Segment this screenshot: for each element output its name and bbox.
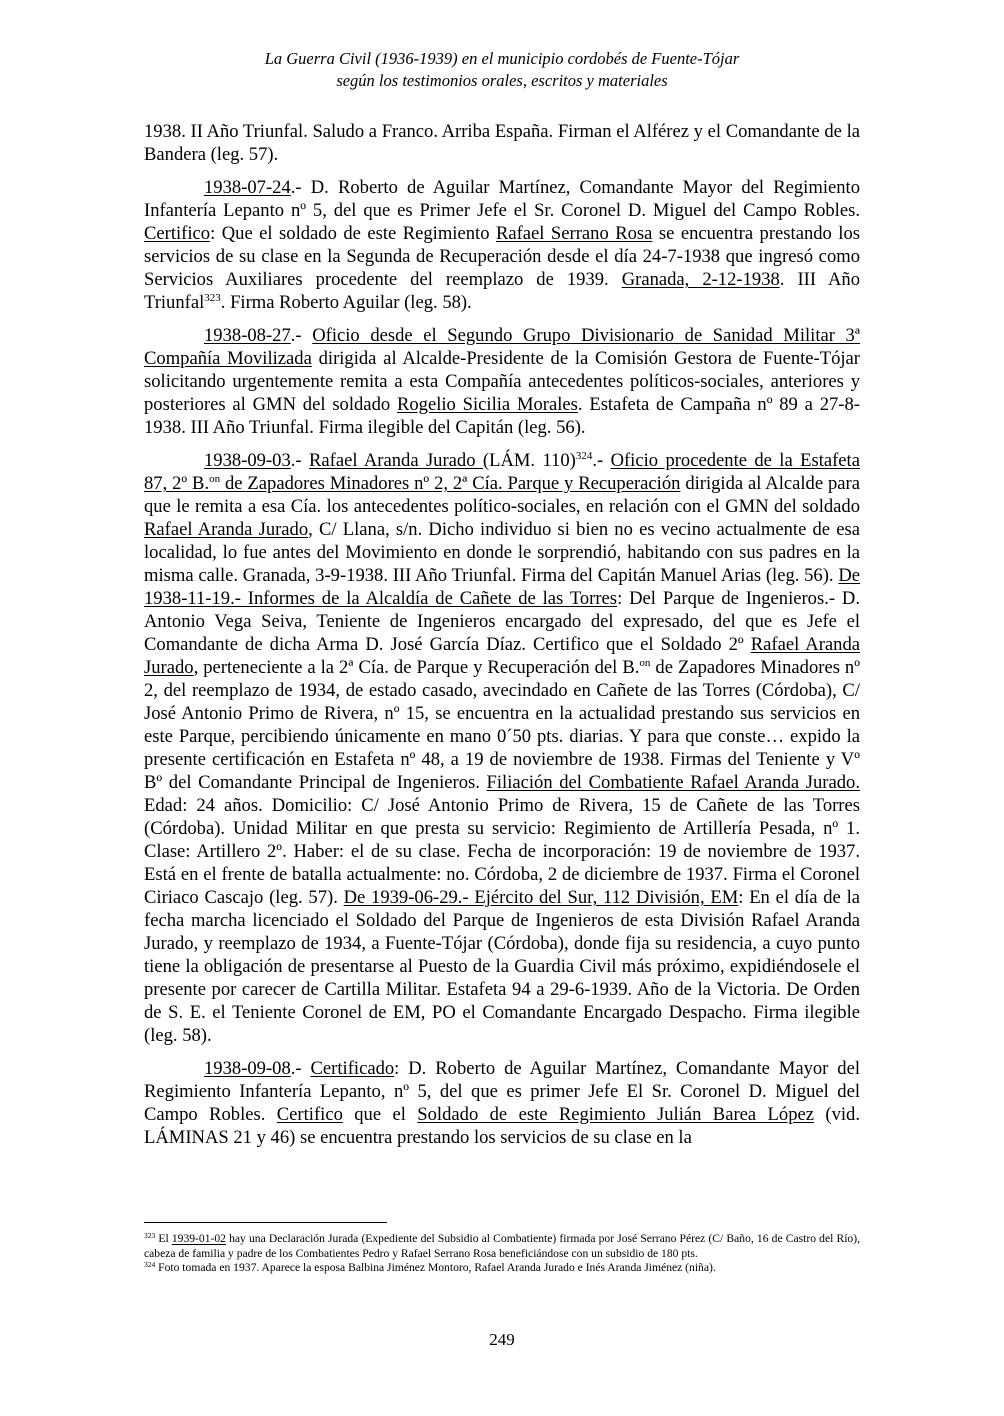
underlined-text: Certificado xyxy=(310,1058,395,1079)
text-run: .- xyxy=(290,325,313,346)
footnote-ref-324[interactable]: 324 xyxy=(575,450,593,462)
entry-1938-09-08 xyxy=(144,1057,860,1149)
text-run: . Estafeta de Campaña nº 89 a 27-8-1938. III Año Triunfal. Firma ilegible del Capitán (leg. 56). xyxy=(144,394,860,438)
text-run: (LÁM. 110) xyxy=(482,450,576,471)
text-run: dirigida al Alcalde para que le remita a esa Cía. los antecedentes político-sociales, en relación con el GMN del soldado xyxy=(144,473,860,517)
text-run: .- xyxy=(592,450,611,471)
underlined-text: De 1938-11-19.- Informes de la Alcaldía de Cañete de las Torres xyxy=(144,565,860,609)
text-run: dirigida al Alcalde-Presidente de la Comisión Gestora de Fuente-Tójar solicitando urgentemente remita a esta Compañía antecedentes políticos-sociales, anteriores y posteriores al GMN del soldado xyxy=(144,348,860,415)
underlined-text: Oficio desde el Segundo Grupo Divisionario de Sanidad Militar 3ª Compañía Movilizada xyxy=(144,325,860,369)
text-run: (vid. LÁMINAS 21 y 46) se encuentra prestando los servicios de su clase en la xyxy=(144,1104,860,1148)
superscript: on xyxy=(639,657,651,669)
text-run: : D. Roberto de Aguilar Martínez, Comandante Mayor del Regimiento Infantería Lepanto, nº 5, del que es primer Jefe El Sr. Coronel D. Miguel del Campo Robles. xyxy=(144,1058,860,1125)
text-run: de Zapadores Minadores nº 2, 2ª Cía. Parque y Recuperación xyxy=(220,473,681,494)
footnote-number: 324 xyxy=(144,1260,156,1269)
superscript: on xyxy=(209,473,221,485)
text-run: se encuentra prestando los servicios de su clase en la Segunda de Recuperación desde el día 24-7-1938 que ingresó como Servicios Auxiliares procedente del reemplazo de 1939. xyxy=(144,223,861,290)
text-run: Edad: 24 años. Domicilio: C/ José Antonio Primo de Rivera, 15 de Cañete de las Torres (Córdoba). Unidad Militar en que presta su servicio: Regimiento de Artillería Pesada, nº 1. Clase: Artillero 2º. Haber: el de su clase. Fecha de incorporación: 19 de noviembre de 1937. Está en el frente de batalla actualmente: no. Córdoba, 2 de diciembre de 1937. Firma el Coronel Ciriaco Cascajo (leg. 57). xyxy=(144,795,860,908)
header-title-line-1: La Guerra Civil (1936-1939) en el municipio cordobés de Fuente-Tójar xyxy=(264,49,740,68)
text-run: , perteneciente a la 2ª Cía. de Parque y Recuperación del B. xyxy=(193,657,640,678)
text-run: . Firma Roberto Aguilar (leg. 58). xyxy=(220,292,472,313)
text-run: .- xyxy=(290,1058,311,1079)
text-run: que el xyxy=(342,1104,418,1125)
body-text xyxy=(144,120,860,1159)
text-run: : En el día de la fecha marcha licenciado el Soldado del Parque de Ingenieros de esta División Rafael Aranda Jurado, y reemplazo de 1934, a Fuente-Tójar (Córdoba), donde fija su residencia, a cuyo punto tiene la obligación de presentarse al Puesto de la Guardia Civil más próximo, expidiéndosele el presente por carecer de Cartilla Militar. Estafeta 94 a 29-6-1939. Año de la Victoria. De Orden de S. E. el Teniente Coronel de EM, PO el Comandante Encargado Despacho. Firma ilegible (leg. 58). xyxy=(144,887,860,1046)
page-number: 249 xyxy=(489,1330,515,1349)
entry-date: 1938-09-03 xyxy=(204,450,291,471)
text-run: . III Año Triunfal xyxy=(144,269,861,313)
underlined-text: Soldado de este Regimiento Julián Barea López xyxy=(417,1104,814,1125)
entry-1938-08-27 xyxy=(144,324,860,439)
footnote-number: 323 xyxy=(144,1231,156,1240)
entry-date: 1938-07-24 xyxy=(204,177,291,198)
text-run: de Zapadores Minadores nº 2, del reemplazo de 1934, de estado casado, avecindado en Cañete de las Torres (Córdoba), C/ José Antonio Primo de Rivera, nº 15, se encuentra en la actualidad prestando sus servicios en este Parque, percibiendo únicamente en mano 0´50 pts. diarias. Y para que conste… expido la presente certificación en Estafeta nº 48, a 19 de noviembre de 1938. Firmas del Teniente y Vº Bº del Comandante Principal de Ingenieros. xyxy=(144,657,860,793)
footnote-324 xyxy=(144,1261,860,1276)
entry-date: 1938-09-08 xyxy=(204,1058,291,1079)
underlined-text: Certifico xyxy=(144,223,211,244)
paragraph-continuation xyxy=(144,120,860,166)
header-title-line-2: según los testimonios orales, escritos y materiales xyxy=(336,71,668,90)
text-run: hay una Declaración Jurada (Expediente del Subsidio al Combatiente) firmada por José Serrano Pérez (C/ Baño, 16 de Castro del Río), cabeza de familia y padre de los Combatientes Pedro y Rafael Serrano Rosa beneficiándose con un subsidio de 180 pts. xyxy=(144,1232,860,1260)
underlined-text: Rafael Serrano Rosa xyxy=(495,223,653,244)
text-run: Oficio procedente de la Estafeta 87, 2º B. xyxy=(144,450,860,494)
underlined-text: Certifico xyxy=(276,1104,343,1125)
entry-1938-07-24 xyxy=(144,176,860,314)
entry-date: 1938-08-27 xyxy=(204,325,291,346)
text-run: El xyxy=(155,1232,172,1245)
footnote-ref-323[interactable]: 323 xyxy=(204,292,221,304)
text-run: , C/ Llana, s/n. Dicho individuo si bien no es vecino actualmente de esa localidad, lo fue antes del Movimiento en donde le sorprendió, habitando con sus padres en la misma calle. Granada, 3-9-1938. III Año Triunfal. Firma del Capitán Manuel Arias (leg. 56). xyxy=(144,519,860,586)
footnote-separator xyxy=(144,1222,387,1223)
text-run: : Que el soldado de este Regimiento xyxy=(210,223,496,244)
footnote-323 xyxy=(144,1232,860,1261)
underlined-text: De 1939-06-29.- Ejército del Sur, 112 División, EM xyxy=(343,887,739,908)
text-run: 1938. II Año Triunfal. Saludo a Franco. Arriba España. Firman el Alférez y el Comandante de la Bandera (leg. 57). xyxy=(144,121,860,165)
underlined-text: Granada, 2-12-1938 xyxy=(621,269,780,290)
text-run: .- xyxy=(290,450,309,471)
text-run: .- D. Roberto de Aguilar Martínez, Comandante Mayor del Regimiento Infantería Lepanto nº 5, del que es Primer Jefe el Sr. Coronel D. Miguel del Campo Robles. xyxy=(144,177,860,221)
text-run: Foto tomada en 1937. Aparece la esposa Balbina Jiménez Montoro, Rafael Aranda Jurado e Inés Aranda Jiménez (niña). xyxy=(155,1261,716,1274)
footnotes xyxy=(144,1232,860,1276)
underlined-text: Rogelio Sicilia Morales xyxy=(396,394,578,415)
entry-1938-09-03 xyxy=(144,449,860,1047)
underlined-text: Rafael Aranda Jurado xyxy=(308,450,483,471)
underlined-text: Rafael Aranda Jurado xyxy=(144,519,309,540)
underlined-text: Filiación del Combatiente Rafael Aranda Jurado. xyxy=(486,772,860,793)
text-run: : Del Parque de Ingenieros.- D. Antonio Vega Seiva, Teniente de Ingenieros encargado del expresado, del que es Jefe el Comandante de dicha Arma D. José García Díaz. Certifico que el Soldado 2º xyxy=(144,588,860,655)
underlined-text: 1939-01-02 xyxy=(171,1232,226,1245)
underlined-text: Rafael Aranda Jurado xyxy=(144,634,861,678)
running-header xyxy=(144,48,860,92)
